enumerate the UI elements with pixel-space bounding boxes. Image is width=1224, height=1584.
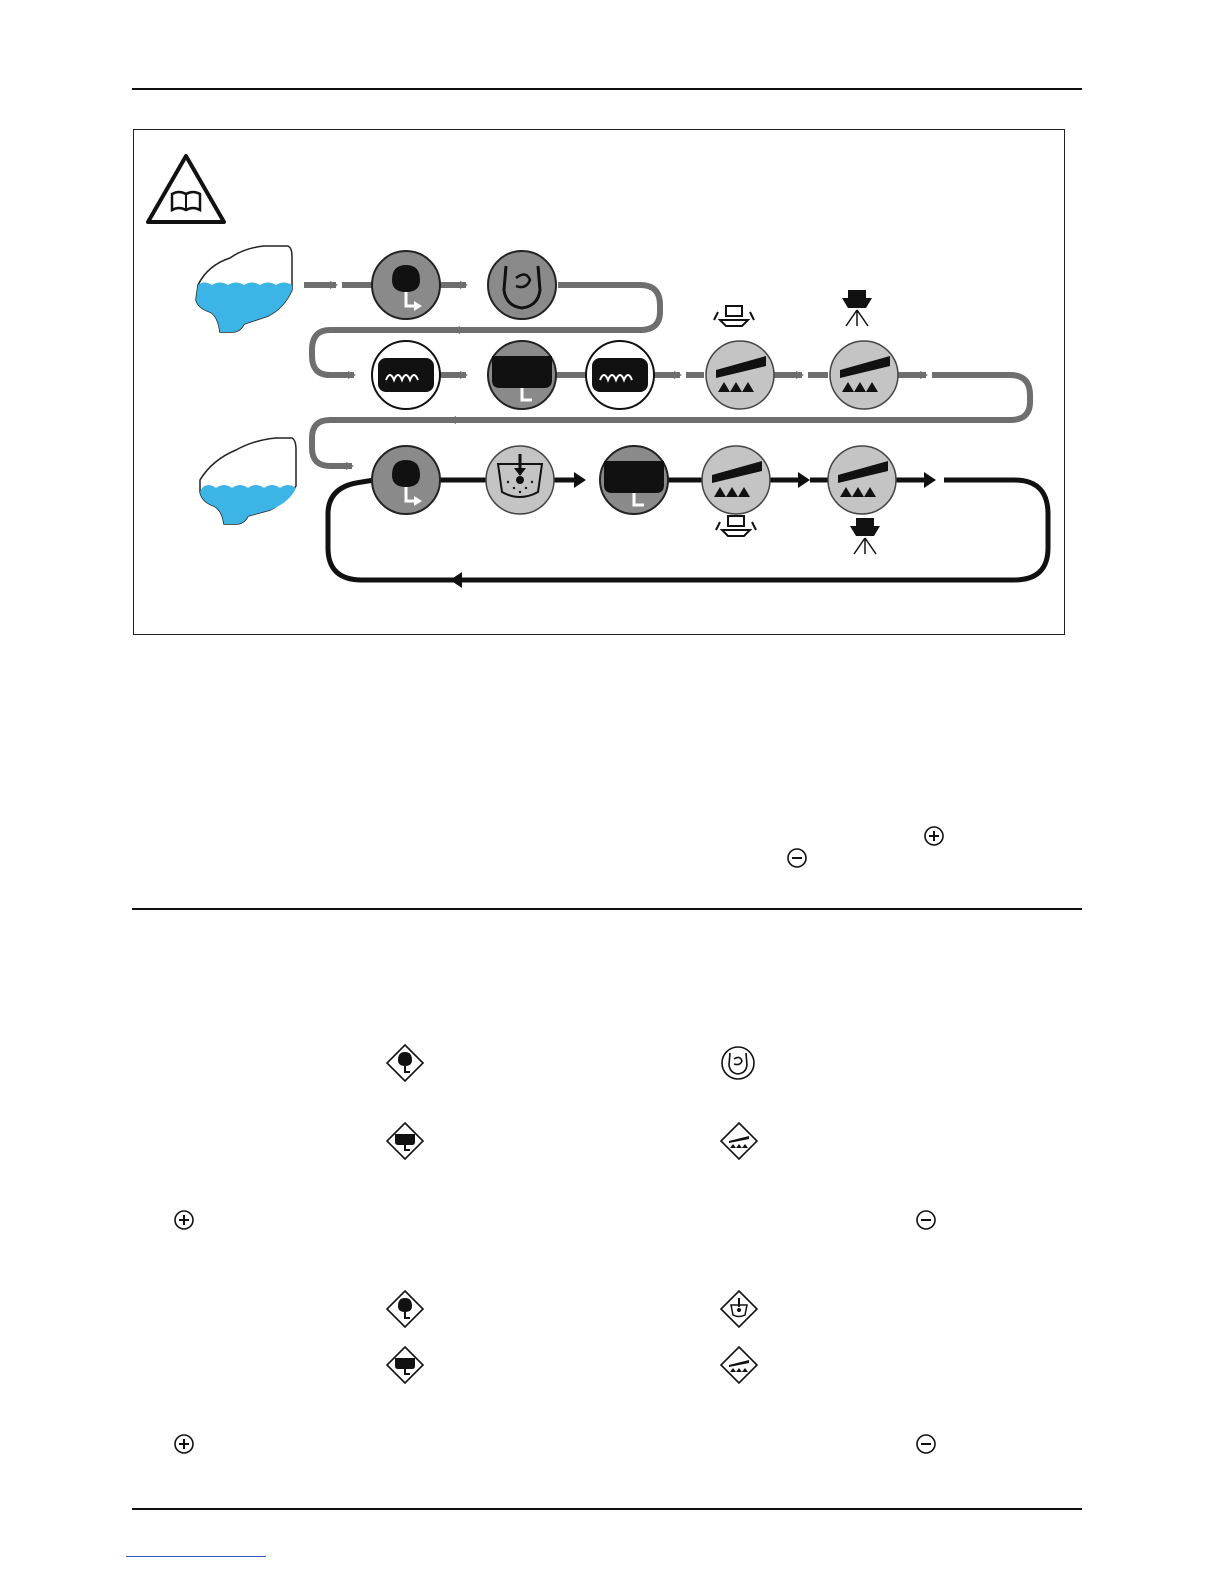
water-tank-full-icon [196, 246, 292, 332]
agitation-node-1 [372, 341, 440, 409]
plus-icon [924, 826, 944, 846]
rinse-valve-node [488, 251, 556, 319]
tank-drain-node-1 [488, 341, 556, 409]
tank-drain-icon [386, 1122, 424, 1160]
minus-icon [787, 848, 807, 868]
flow-diagram-canvas [134, 130, 1066, 636]
boom-spray-node-4 [828, 446, 896, 514]
minus-icon-2 [916, 1210, 936, 1230]
plus-icon-2 [174, 1210, 194, 1230]
cleaning-flow-diagram [133, 129, 1065, 635]
boom-spray-node-3 [702, 446, 770, 514]
rinse-valve-icon [720, 1045, 756, 1081]
nozzle-off-icon-2 [716, 516, 756, 536]
tank-drain-node-2 [600, 446, 668, 514]
boom-spray-node-1 [706, 341, 774, 409]
footer-link-underline[interactable] [126, 1556, 266, 1557]
suction-change-icon [386, 1044, 424, 1082]
boom-spray-node-2 [830, 341, 898, 409]
read-manual-warning-icon [148, 156, 224, 222]
water-tank-rinse-icon [200, 438, 296, 524]
chemical-inductor-node [486, 446, 554, 514]
top-rule [132, 88, 1082, 90]
minus-icon-3 [916, 1434, 936, 1454]
plus-icon-3 [174, 1434, 194, 1454]
suction-change-icon-2 [386, 1290, 424, 1328]
tank-drain-icon-2 [386, 1346, 424, 1384]
suction-node-1 [372, 251, 440, 319]
agitation-node-2 [586, 341, 654, 409]
boom-spray-icon [720, 1122, 758, 1160]
bottom-rule [132, 1508, 1082, 1510]
nozzle-off-icon [714, 306, 754, 326]
chemical-inductor-icon [720, 1290, 758, 1328]
nozzle-spray-icon [842, 290, 872, 326]
section-rule [132, 908, 1082, 910]
suction-node-2 [372, 446, 440, 514]
boom-spray-icon-2 [720, 1346, 758, 1384]
nozzle-spray-icon-2 [850, 518, 880, 554]
